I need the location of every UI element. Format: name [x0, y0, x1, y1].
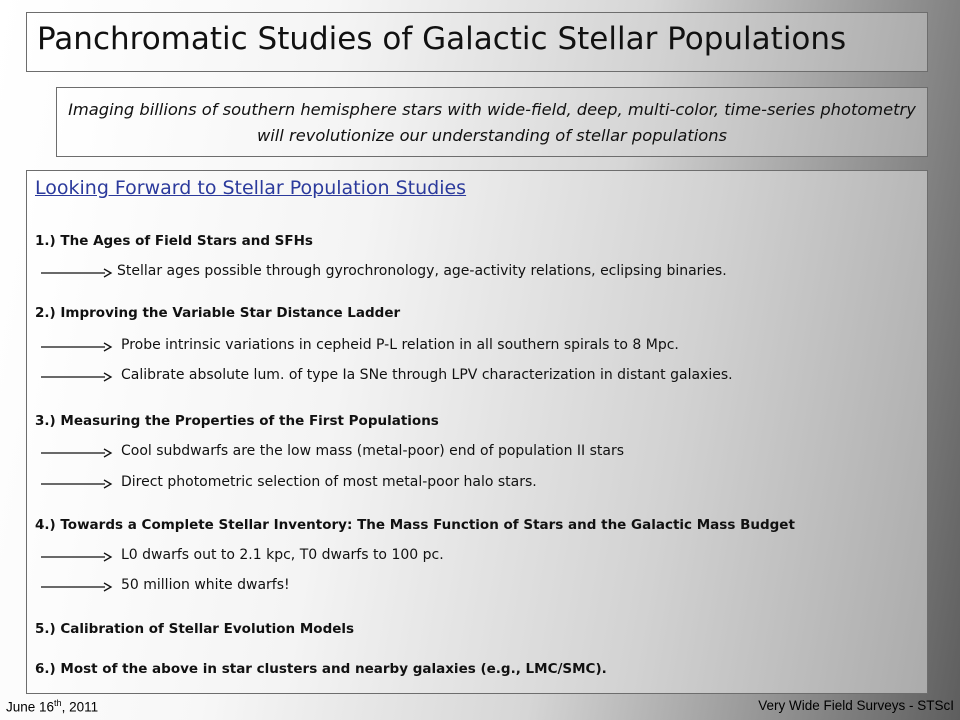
arrow-right-icon — [41, 267, 113, 279]
section-6-label: 6.) Most of the above in star clusters and nearby galaxies (e.g., LMC/SMC). — [35, 661, 607, 677]
slide-title: Panchromatic Studies of Galactic Stellar Populations — [37, 21, 847, 57]
list-item-text: Direct photometric selection of most metal-poor halo stars. — [121, 474, 537, 490]
footer-date-year: , 2011 — [61, 699, 99, 715]
arrow-right-icon — [41, 341, 113, 353]
arrow-right-icon — [41, 371, 113, 383]
arrow-right-icon — [41, 447, 113, 459]
section-4-label: 4.) Towards a Complete Stellar Inventory: The Mass Function of Stars and the Galactic Mass Budget — [35, 517, 795, 533]
footer-date-suffix: th — [54, 698, 62, 708]
arrow-right-icon — [41, 551, 113, 563]
footer-date-day: June 16 — [6, 699, 55, 715]
list-item-text: Probe intrinsic variations in cepheid P-L relation in all southern spirals to 8 Mpc. — [121, 337, 679, 353]
subtitle-box — [56, 87, 928, 157]
arrow-right-icon — [41, 478, 113, 490]
content-heading: Looking Forward to Stellar Population Studies — [35, 177, 467, 199]
list-item-text: Stellar ages possible through gyrochronology, age-activity relations, eclipsing binaries. — [117, 263, 727, 279]
section-2-label: 2.) Improving the Variable Star Distance Ladder — [35, 305, 401, 321]
list-item-text: L0 dwarfs out to 2.1 kpc, T0 dwarfs to 100 pc. — [121, 547, 444, 563]
section-5-label: 5.) Calibration of Stellar Evolution Models — [35, 621, 355, 637]
footer-event: Very Wide Field Surveys - STScI — [758, 698, 954, 713]
list-item-text: Cool subdwarfs are the low mass (metal-poor) end of population II stars — [121, 443, 625, 459]
slide-subtitle: Imaging billions of southern hemisphere stars with wide-field, deep, multi-color, time-series photometry will revolutionize our understanding of stellar populations — [68, 100, 916, 145]
list-item-text: Calibrate absolute lum. of type Ia SNe through LPV characterization in distant galaxies. — [121, 367, 733, 383]
section-1-label: 1.) The Ages of Field Stars and SFHs — [35, 233, 313, 249]
section-3-label: 3.) Measuring the Properties of the First Populations — [35, 413, 439, 429]
list-item-text: 50 million white dwarfs! — [121, 577, 290, 593]
content-box — [26, 170, 928, 694]
footer-date — [6, 698, 98, 715]
title-box — [26, 12, 928, 72]
arrow-right-icon — [41, 581, 113, 593]
